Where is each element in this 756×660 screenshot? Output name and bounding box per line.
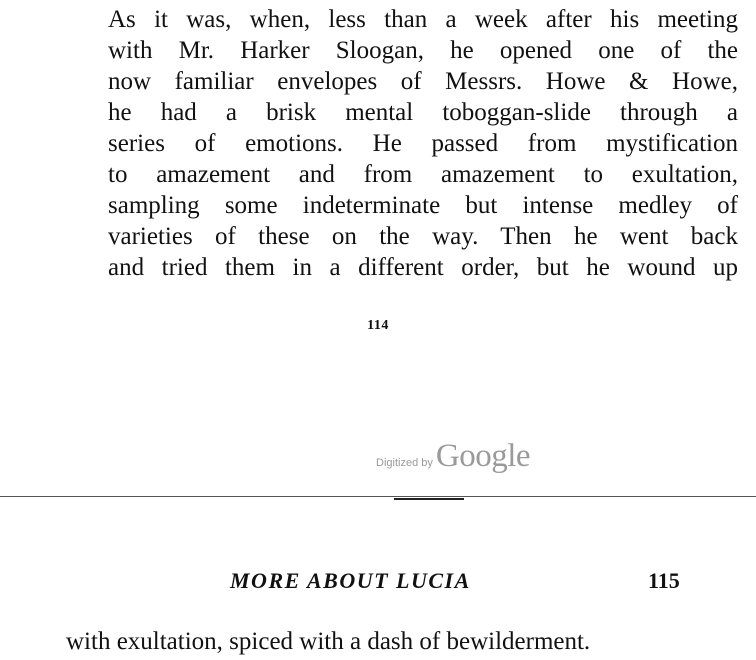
page-number: 114: [367, 318, 389, 333]
text-line: As it was, when, less than a week after his meeting: [108, 6, 738, 33]
text-line: series of emotions. He passed from mystification: [108, 130, 738, 157]
text-line: sampling some indeterminate but intense medley of: [108, 192, 738, 219]
text-line: to amazement and from amazement to exultation,: [108, 161, 738, 188]
text-line: now familiar envelopes of Messrs. Howe & Howe,: [108, 68, 738, 95]
text-line: and tried them in a different order, but he wound up: [108, 254, 738, 281]
text-line: with exultation, spiced with a dash of bewilderment.: [66, 628, 591, 655]
google-logo: Google: [435, 438, 531, 474]
page-divider: [0, 496, 756, 497]
text-line: with Mr. Harker Sloogan, he opened one of the: [108, 37, 738, 64]
page-number: 115: [648, 568, 680, 593]
watermark-prefix: Digitized by: [376, 457, 433, 469]
running-title: MORE ABOUT LUCIA: [230, 568, 471, 593]
text-line: varieties of these on the way. Then he went back: [108, 223, 738, 250]
digitized-by-google-watermark: [376, 438, 530, 475]
gutter-mark: [394, 498, 464, 500]
text-line: he had a brisk mental toboggan-slide through a: [108, 99, 738, 126]
